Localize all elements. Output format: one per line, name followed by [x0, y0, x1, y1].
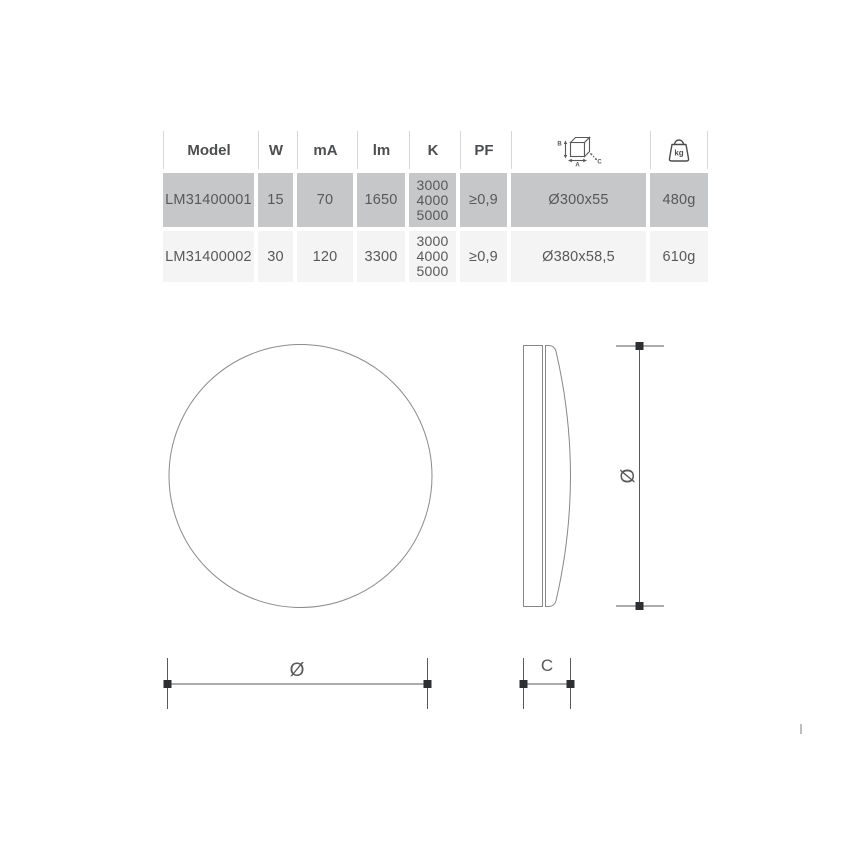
kelvin-option: 3000: [416, 233, 449, 249]
side-view-lens: [546, 346, 571, 607]
cell-dimensions: Ø300x55: [511, 173, 646, 227]
kelvin-option: 5000: [416, 263, 449, 279]
cell-dimensions: Ø380x58,5: [511, 231, 646, 282]
cell-ma: 120: [297, 231, 353, 282]
cube-axis-a-label: A: [575, 162, 580, 167]
col-header-ma: mA: [297, 131, 353, 169]
cell-model: LM31400002: [163, 231, 254, 282]
cell-watt: 15: [258, 173, 293, 227]
kelvin-option: 5000: [416, 206, 449, 223]
cell-model: LM31400001: [163, 173, 254, 227]
cell-lumen: 3300: [357, 231, 405, 282]
side-diameter-label: Ø: [615, 468, 637, 484]
kelvin-option: 3000: [416, 176, 449, 193]
dimension-end-marker: [424, 680, 432, 688]
front-view-circle: [169, 345, 432, 608]
kelvin-option: 4000: [416, 191, 449, 208]
dimension-end-marker: [636, 342, 644, 350]
cube-axis-b-label: B: [557, 141, 562, 148]
col-header-lumen: lm: [357, 131, 405, 169]
cell-pf: ≥0,9: [460, 231, 507, 282]
dimension-end-marker: [520, 680, 528, 688]
cell-ma: 70: [297, 173, 353, 227]
kelvin-option: 4000: [416, 248, 449, 264]
cell-weight: 610g: [650, 231, 708, 282]
cell-weight: 480g: [650, 173, 708, 227]
side-view-base: [524, 346, 543, 607]
dimension-end-marker: [567, 680, 575, 688]
side-diameter-dimension: [615, 342, 664, 610]
cube-axis-c-label: C: [597, 159, 602, 166]
col-header-kelvin: K: [409, 131, 456, 169]
side-view-profile: [524, 346, 571, 607]
cell-watt: 30: [258, 231, 293, 282]
side-depth-dimension: [520, 656, 575, 709]
page-artifact-mark: [800, 724, 802, 734]
col-header-model: Model: [163, 131, 254, 169]
col-header-watt: W: [258, 131, 293, 169]
cell-pf: ≥0,9: [460, 173, 507, 227]
col-header-pf: PF: [460, 131, 507, 169]
cell-lumen: 1650: [357, 173, 405, 227]
dimension-end-marker: [164, 680, 172, 688]
side-depth-label: C: [540, 656, 554, 675]
front-diameter-dimension: [164, 658, 432, 709]
front-diameter-label: Ø: [289, 660, 305, 681]
dimension-end-marker: [636, 602, 644, 610]
kg-label: kg: [674, 148, 684, 158]
